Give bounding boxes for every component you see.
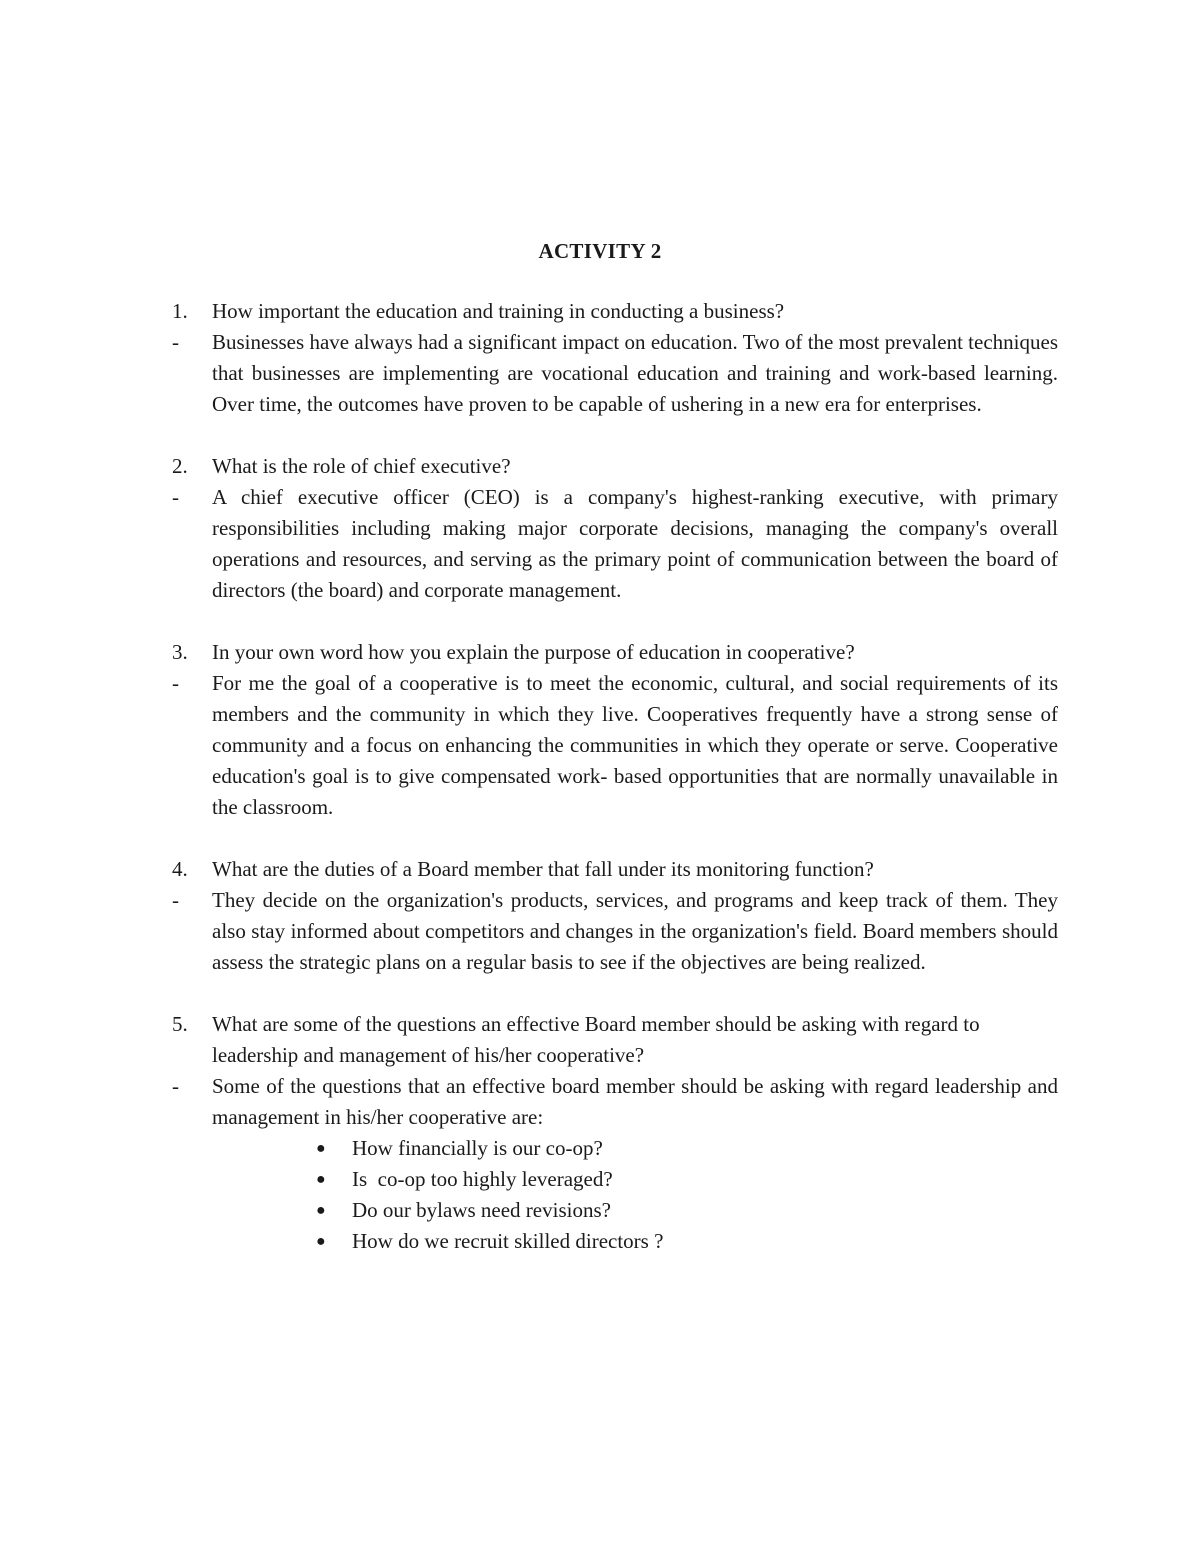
question-row (172, 854, 1058, 885)
list-item (316, 1133, 1058, 1164)
question-number: 1. (172, 299, 188, 323)
qa-item-2 (172, 451, 1058, 606)
bullet-icon: ● (316, 1140, 326, 1157)
bullet-list (172, 1133, 1058, 1257)
answer-text: For me the goal of a cooperative is to meet the economic, cultural, and social requirements of its members and the community in which they live. Cooperatives frequently have a strong sense of community and a focus on enhancing the communities in which they operate or serve. Cooperative education's goal is to give compensated work- based opportunities that are normally unavailable in the classroom. (212, 671, 1058, 819)
bullet-text: Is co-op too highly leveraged? (352, 1167, 613, 1191)
answer-row (172, 885, 1058, 978)
answer-dash: - (172, 671, 179, 695)
qa-item-4 (172, 854, 1058, 978)
answer-row (172, 482, 1058, 606)
qa-item-3 (172, 637, 1058, 823)
question-row (172, 1009, 1058, 1071)
answer-row (172, 1071, 1058, 1133)
answer-dash: - (172, 1074, 179, 1098)
bullet-icon: ● (316, 1202, 326, 1219)
bullet-text: How financially is our co-op? (352, 1136, 603, 1160)
answer-dash: - (172, 888, 179, 912)
answer-row (172, 668, 1058, 823)
list-item (316, 1164, 1058, 1195)
answer-dash: - (172, 330, 179, 354)
answer-dash: - (172, 485, 179, 509)
bullet-text: How do we recruit skilled directors ? (352, 1229, 664, 1253)
qa-list (172, 296, 1058, 1288)
question-number: 3. (172, 640, 188, 664)
list-item (316, 1195, 1058, 1226)
question-number: 5. (172, 1012, 188, 1036)
list-item (316, 1226, 1058, 1257)
question-text: What are some of the questions an effective Board member should be asking with regard to leadership and management of his/her cooperative? (212, 1012, 980, 1067)
page-title: ACTIVITY 2 (538, 239, 662, 263)
question-text: In your own word how you explain the purpose of education in cooperative? (212, 640, 855, 664)
answer-text: Businesses have always had a significant impact on education. Two of the most prevalent techniques that businesses are implementing are vocational education and training and work-based learning. Over time, the outcomes have proven to be capable of ushering in a new era for enterprises. (212, 330, 1058, 416)
answer-text: Some of the questions that an effective board member should be asking with regard leadership and management in his/her cooperative are: (212, 1074, 1058, 1129)
question-row (172, 451, 1058, 482)
qa-item-5 (172, 1009, 1058, 1257)
question-number: 2. (172, 454, 188, 478)
qa-item-1 (172, 296, 1058, 420)
question-text: What are the duties of a Board member that fall under its monitoring function? (212, 857, 874, 881)
question-row (172, 296, 1058, 327)
bullet-icon: ● (316, 1171, 326, 1188)
question-number: 4. (172, 857, 188, 881)
answer-text: A chief executive officer (CEO) is a company's highest-ranking executive, with primary responsibilities including making major corporate decisions, managing the company's overall operations and resources, and serving as the primary point of communication between the board of directors (the board) and corporate management. (212, 485, 1058, 602)
question-text: What is the role of chief executive? (212, 454, 511, 478)
answer-text: They decide on the organization's products, services, and programs and keep track of them. They also stay informed about competitors and changes in the organization's field. Board members should assess the strategic plans on a regular basis to see if the objectives are being realized. (212, 888, 1058, 974)
question-text: How important the education and training in conducting a business? (212, 299, 785, 323)
bullet-text: Do our bylaws need revisions? (352, 1198, 611, 1222)
question-row (172, 637, 1058, 668)
bullet-icon: ● (316, 1233, 326, 1250)
answer-row (172, 327, 1058, 420)
